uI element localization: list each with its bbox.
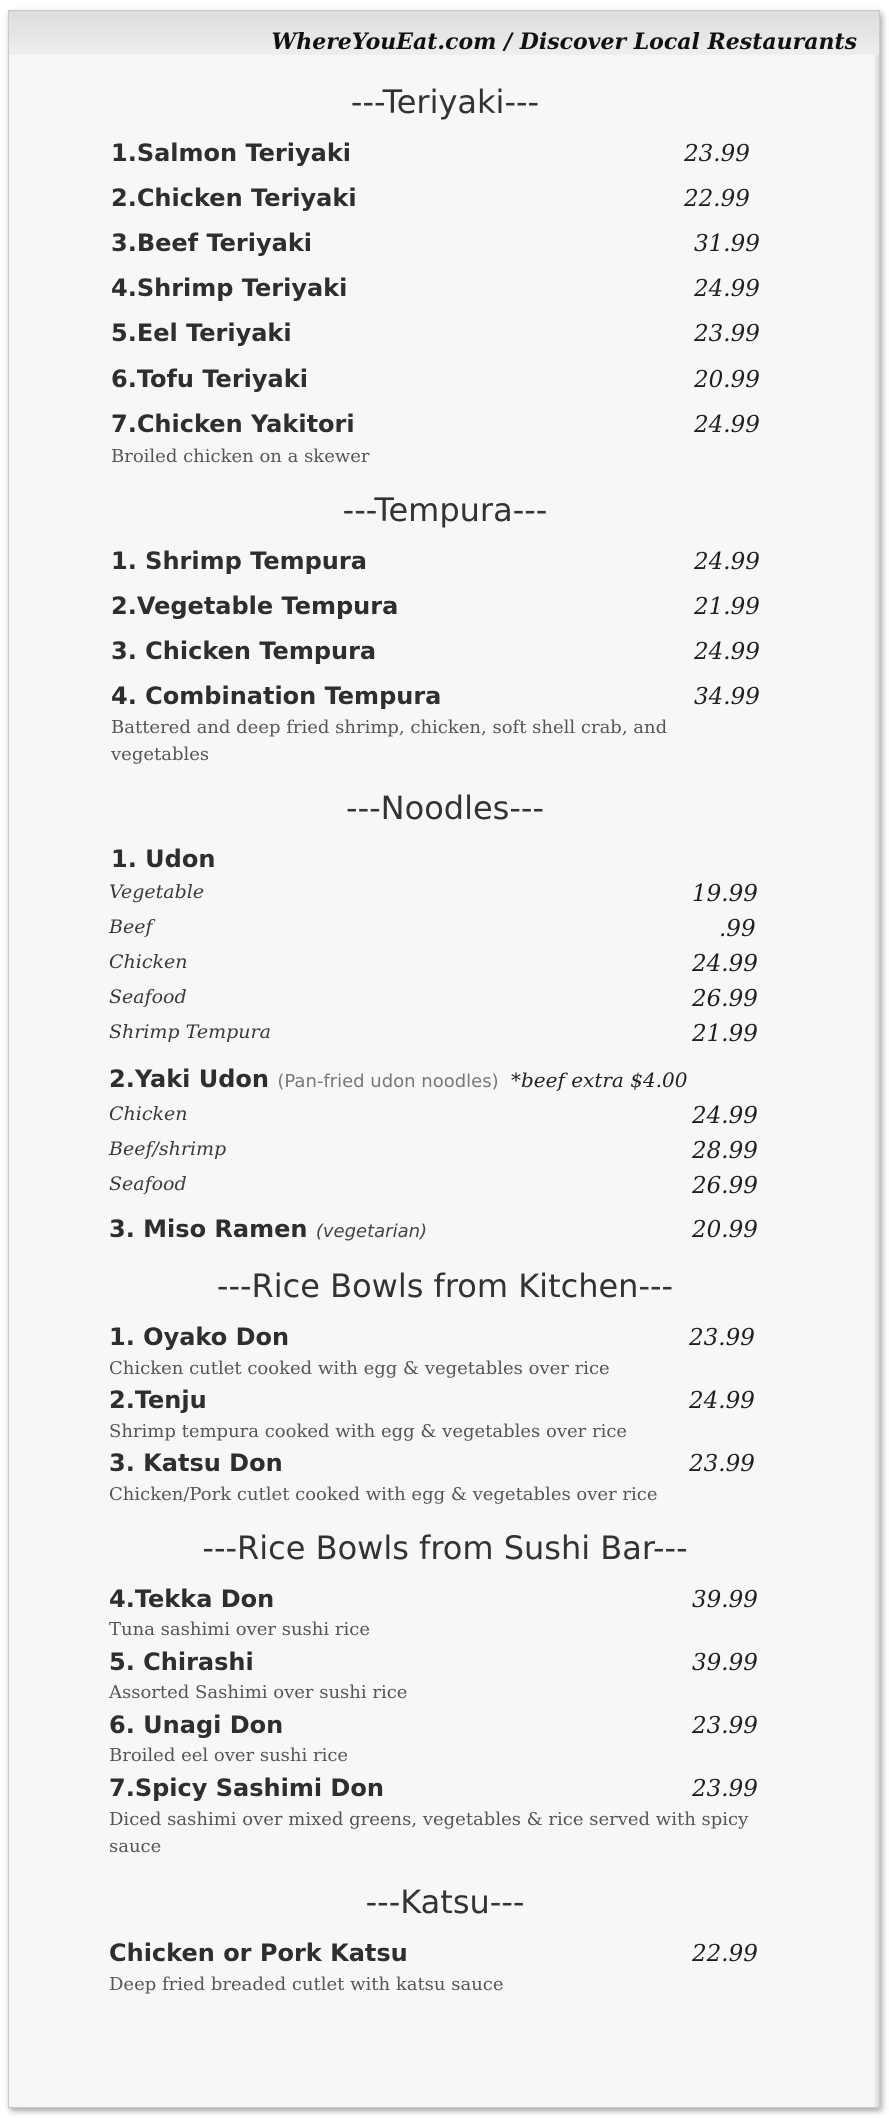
site-title: WhereYouEat.com / Discover Local Restaurants [271, 29, 857, 55]
item-name: 2.Chicken Teriyaki [111, 184, 357, 212]
section-title-noodles: ---Noodles--- [346, 789, 544, 827]
item-name: 6. Unagi Don [109, 1711, 284, 1739]
item-price: 39.99 [692, 1650, 758, 1676]
item-price: 24.99 [694, 276, 760, 302]
item-name: 2.Vegetable Tempura [111, 592, 399, 620]
menu-item [109, 1215, 789, 1249]
item-description: Diced sashimi over mixed greens, vegetables & rice served with spicy sauce [109, 1809, 749, 1857]
item-description: Chicken/Pork cutlet cooked with egg & vegetables over rice [109, 1484, 658, 1505]
item-name: 6.Tofu Teriyaki [111, 365, 308, 393]
option-price: 26.99 [692, 1173, 758, 1199]
option-name: Beef [109, 916, 153, 938]
item-price: 24.99 [694, 549, 760, 575]
option-name: Seafood [109, 1173, 187, 1195]
item-description: Broiled chicken on a skewer [111, 446, 370, 467]
item-price: 20.99 [692, 1217, 758, 1243]
item-price: 22.99 [692, 1941, 758, 1967]
item-name: 3. Katsu Don [109, 1449, 283, 1477]
item-description: Deep fried breaded cutlet with katsu sauce [109, 1974, 504, 1995]
item-price: 23.99 [684, 141, 750, 167]
section-title-rice-kitchen: ---Rice Bowls from Kitchen--- [216, 1267, 674, 1305]
item-name: 1. Shrimp Tempura [111, 547, 367, 575]
section-title-teriyaki: ---Teriyaki--- [350, 83, 540, 121]
item-note: (vegetarian) [315, 1221, 428, 1242]
menu-page [8, 10, 880, 2108]
item-name: Chicken or Pork Katsu [109, 1939, 408, 1967]
item-price: 23.99 [692, 1713, 758, 1739]
item-price: 24.99 [689, 1388, 755, 1414]
item-name-text: 2.Yaki Udon [109, 1065, 269, 1093]
item-name: 5.Eel Teriyaki [111, 319, 292, 347]
item-name [109, 1065, 687, 1093]
item-price: 24.99 [694, 639, 760, 665]
item-description: Battered and deep fried shrimp, chicken, soft shell crab, and vegetables [111, 717, 668, 765]
section-title-rice-sushi: ---Rice Bowls from Sushi Bar--- [202, 1529, 688, 1567]
item-price: 23.99 [689, 1451, 755, 1477]
option-name: Beef/shrimp [109, 1138, 227, 1160]
page-edge [873, 55, 879, 2108]
option-name: Vegetable [109, 881, 205, 903]
item-name: 1. Udon [111, 845, 216, 873]
option-price: 19.99 [692, 881, 758, 907]
option-price: 28.99 [692, 1138, 758, 1164]
section-title-katsu: ---Katsu--- [365, 1883, 525, 1921]
item-price: 21.99 [694, 594, 760, 620]
item-price: 39.99 [692, 1587, 758, 1613]
option-price: 21.99 [692, 1021, 758, 1047]
item-price: 23.99 [694, 321, 760, 347]
handwritten-note: *beef extra $4.00 [510, 1068, 688, 1092]
item-name: 2.Tenju [109, 1386, 207, 1414]
option-price: .99 [719, 916, 756, 942]
item-name: 4. Combination Tempura [111, 682, 442, 710]
item-name: 1.Salmon Teriyaki [111, 139, 352, 167]
option-price: 24.99 [692, 1103, 758, 1129]
item-price: 20.99 [694, 367, 760, 393]
section-title-tempura: ---Tempura--- [342, 491, 548, 529]
item-note: (Pan-fried udon noodles) [277, 1071, 499, 1092]
item-price: 24.99 [694, 412, 760, 438]
item-price: 22.99 [684, 186, 750, 212]
item-name: 4.Shrimp Teriyaki [111, 274, 348, 302]
option-name: Chicken [109, 1103, 188, 1125]
menu-item [109, 1065, 789, 1099]
item-name: 1. Oyako Don [109, 1323, 290, 1351]
item-name: 7.Chicken Yakitori [111, 410, 355, 438]
item-description: Assorted Sashimi over sushi rice [109, 1682, 408, 1703]
item-name: 3.Beef Teriyaki [111, 229, 313, 257]
item-name: 5. Chirashi [109, 1648, 254, 1676]
option-price: 26.99 [692, 986, 758, 1012]
item-price: 34.99 [694, 684, 760, 710]
item-name-text: 3. Miso Ramen [109, 1215, 308, 1243]
item-description: Shrimp tempura cooked with egg & vegetables over rice [109, 1421, 628, 1442]
item-name: 7.Spicy Sashimi Don [109, 1774, 384, 1802]
item-name [109, 1215, 427, 1243]
item-description: Chicken cutlet cooked with egg & vegetables over rice [109, 1358, 610, 1379]
item-price: 31.99 [694, 231, 760, 257]
item-description: Broiled eel over sushi rice [109, 1745, 349, 1766]
option-name: Seafood [109, 986, 187, 1008]
option-price: 24.99 [692, 951, 758, 977]
item-price: 23.99 [689, 1325, 755, 1351]
item-price: 23.99 [692, 1776, 758, 1802]
option-name: Chicken [109, 951, 188, 973]
item-name: 4.Tekka Don [109, 1585, 275, 1613]
option-name: Shrimp Tempura [109, 1021, 271, 1043]
item-description: Tuna sashimi over sushi rice [109, 1619, 370, 1640]
item-name: 3. Chicken Tempura [111, 637, 377, 665]
